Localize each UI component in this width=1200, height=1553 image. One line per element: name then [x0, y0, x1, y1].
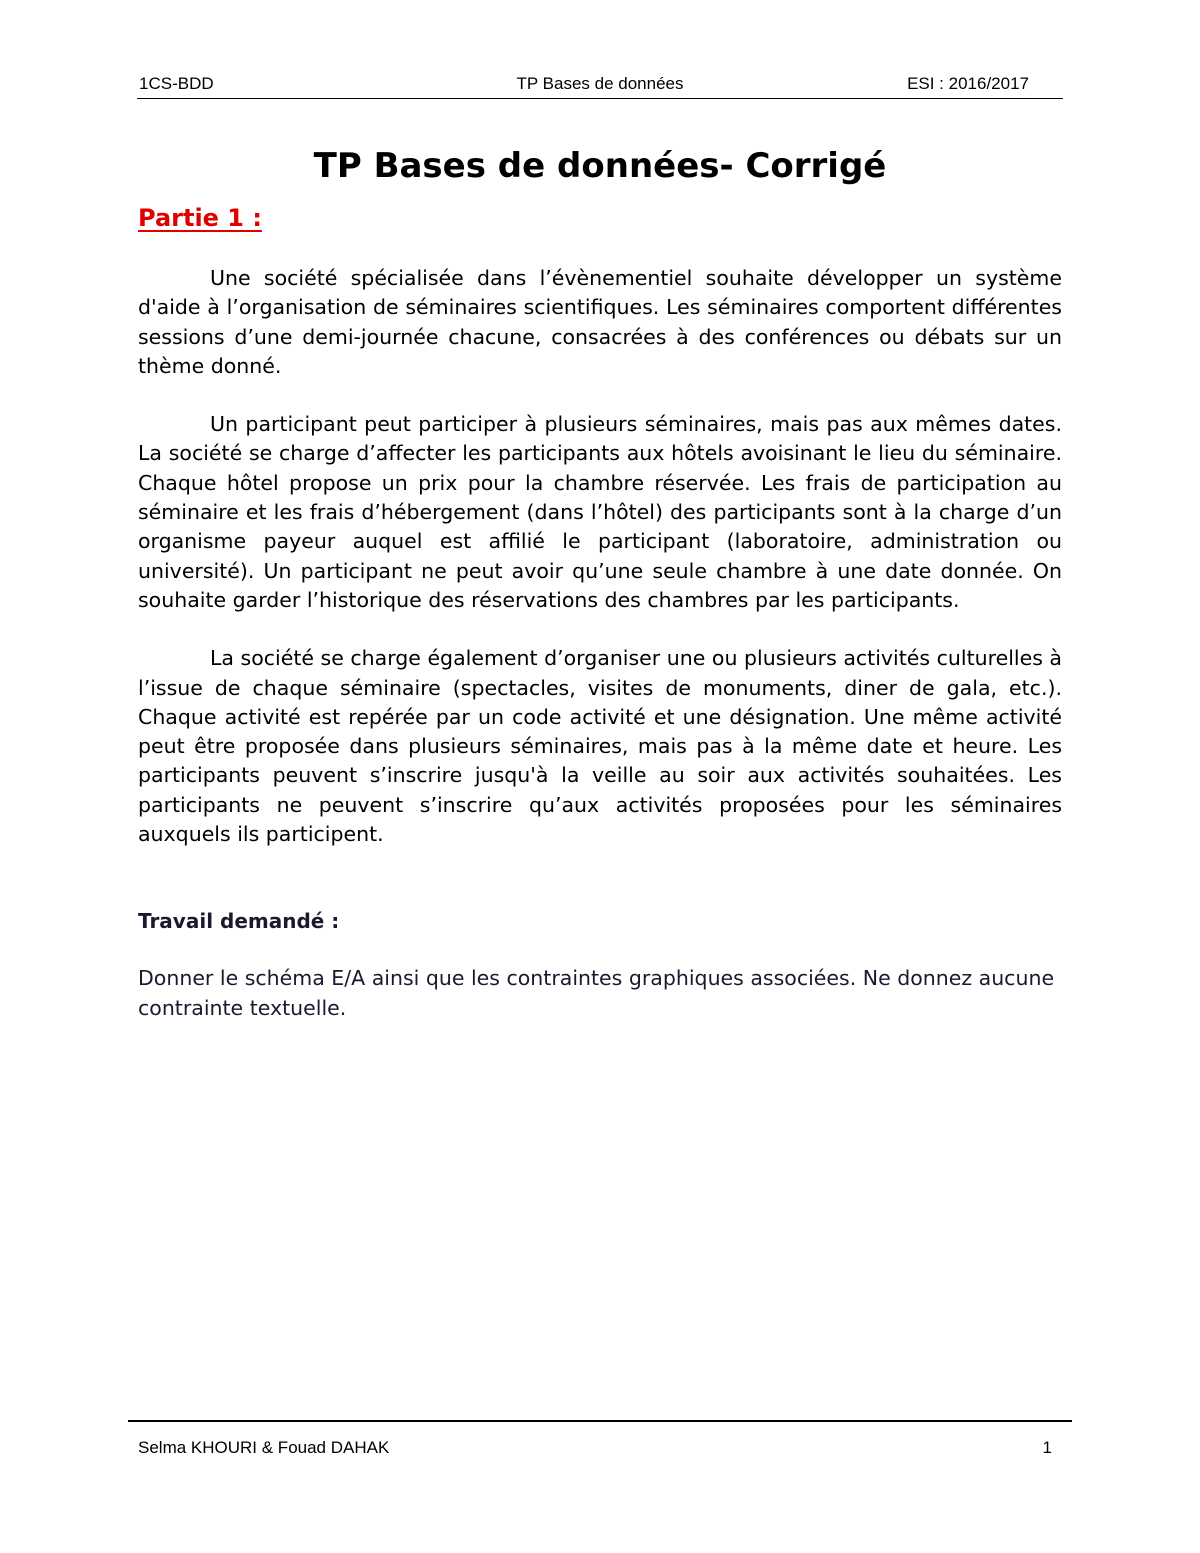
paragraph-participants: Un participant peut participer à plusieurs séminaires, mais pas aux mêmes dates. La société se charge d’affecter les participants aux hôtels avoisinant le lieu du séminaire. Chaque hôtel propose un prix pour la chambre réservée. Les frais de participation au séminaire et les frais d’hébergement (dans l’hôtel) des participants sont à la charge d’un organisme payeur auquel est affilié le participant (laboratoire, administration ou université). Un participant ne peut avoir qu’une seule chambre à une date donnée. On souhaite garder l’historique des réservations des chambres par les participants.: [138, 412, 1062, 612]
header-document-title: TP Bases de données: [516, 74, 684, 93]
header-course-code: 1CS-BDD: [139, 74, 214, 93]
page-header: [137, 72, 1063, 99]
page-footer: [128, 1420, 1072, 1462]
header-school-year: ESI : 2016/2017: [907, 74, 1029, 93]
part-title: Partie 1 :: [138, 204, 262, 232]
document-title: TP Bases de données- Corrigé: [313, 146, 887, 186]
document-body: [138, 140, 1062, 1023]
work-title: Travail demandé :: [138, 909, 340, 934]
work-instructions: Donner le schéma E/A ainsi que les contraintes graphiques associées. Ne donnez aucune contrainte textuelle.: [138, 966, 1055, 1020]
footer-authors: Selma KHOURI & Fouad DAHAK: [138, 1438, 390, 1457]
paragraph-intro: Une société spécialisée dans l’évènementiel souhaite développer un système d'aide à l’organisation de séminaires scientifiques. Les séminaires comportent différentes sessions d’une demi-journée chacune, consacrées à des conférences ou débats sur un thème donné.: [138, 266, 1062, 378]
footer-page-number: 1: [1042, 1438, 1052, 1457]
paragraph-activities: La société se charge également d’organiser une ou plusieurs activités culturelles à l’issue de chaque séminaire (spectacles, visites de monuments, diner de gala, etc.). Chaque activité est repérée par un code activité et une désignation. Une même activité peut être proposée dans plusieurs séminaires, mais pas à la même date et heure. Les participants peuvent s’inscrire jusqu'à la veille au soir aux activités souhaitées. Les participants ne peuvent s’inscrire qu’aux activités proposées pour les séminaires auxquels ils participent.: [138, 646, 1062, 847]
